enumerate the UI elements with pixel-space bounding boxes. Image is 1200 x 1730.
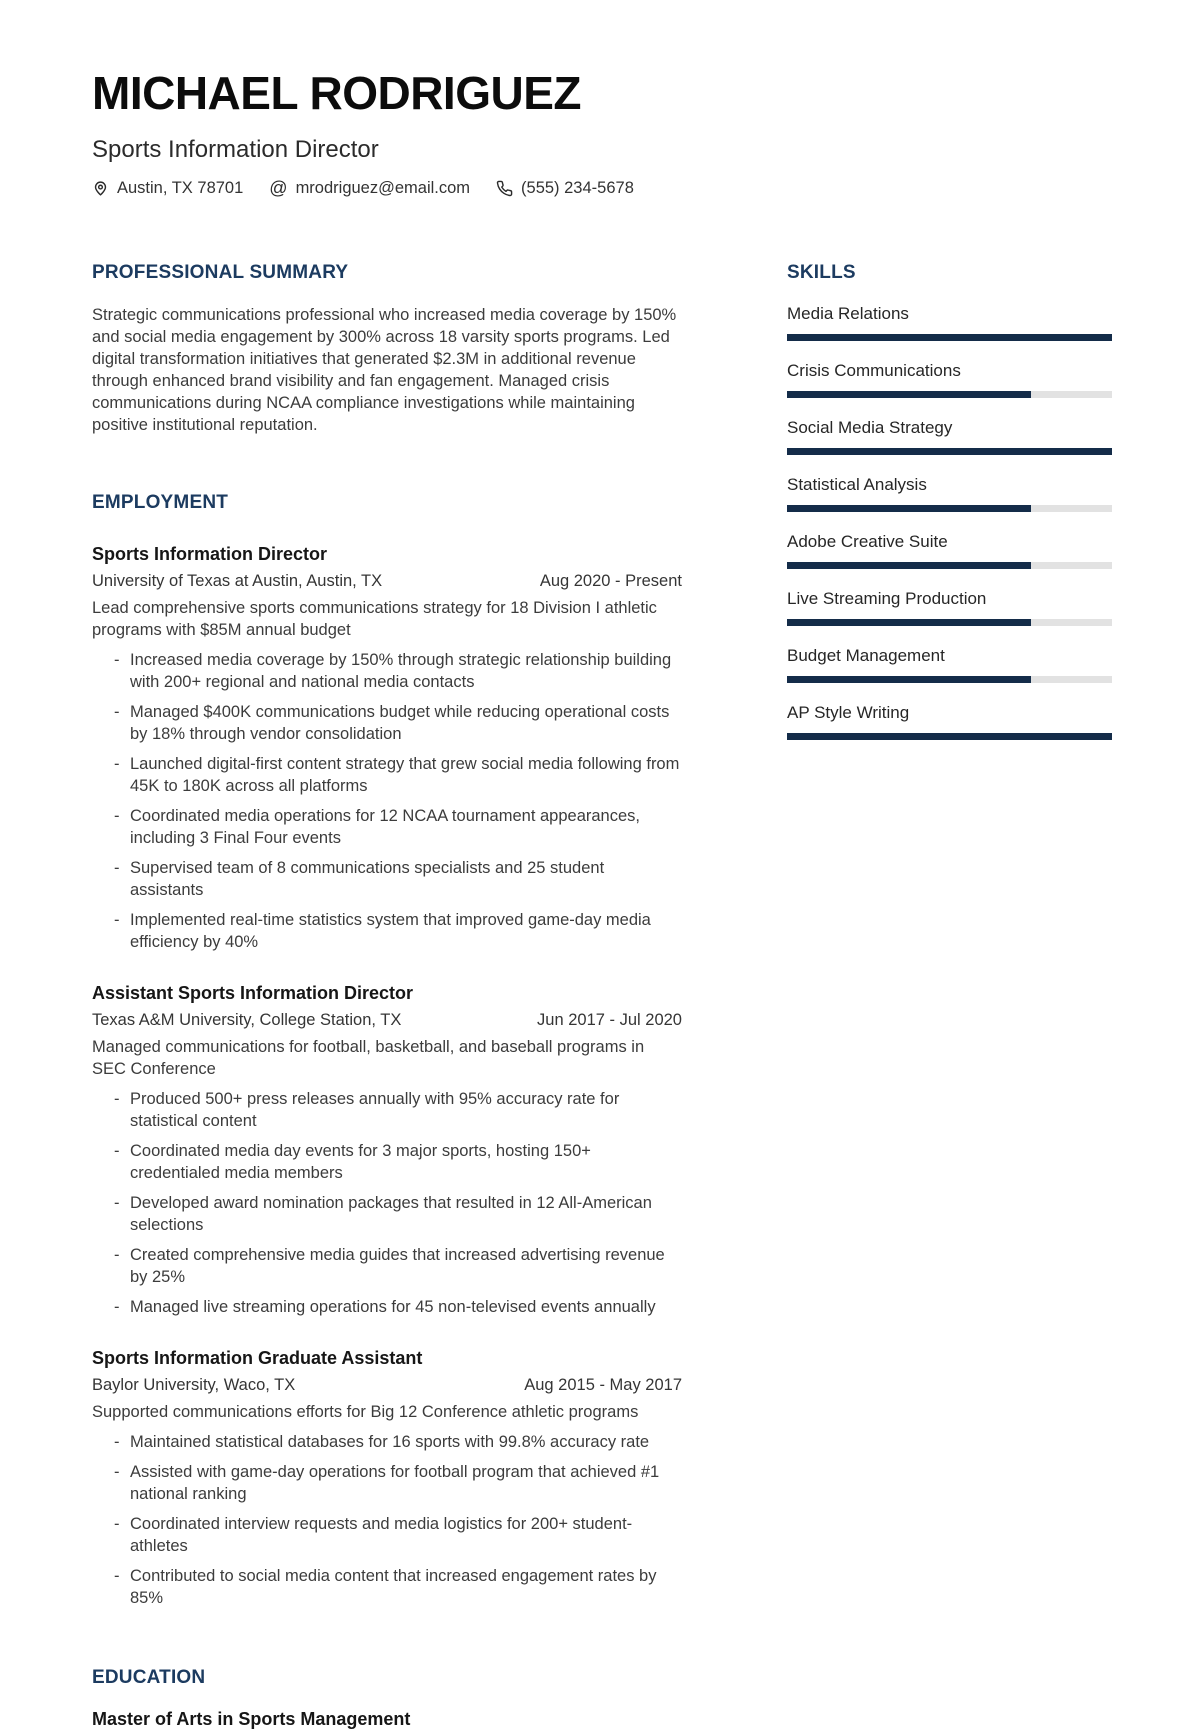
job-bullet-list bbox=[92, 1431, 682, 1609]
job-description: Managed communications for football, basketball, and baseball programs in SEC Conference bbox=[92, 1037, 645, 1078]
main-column bbox=[92, 262, 682, 1730]
bullet-text: Maintained statistical databases for 16 sports with 99.8% accuracy rate bbox=[130, 1432, 650, 1451]
bullet-dash: - bbox=[114, 1297, 120, 1316]
summary-section bbox=[92, 262, 682, 436]
contact-location-text: Austin, TX 78701 bbox=[117, 178, 244, 197]
bullet-dash: - bbox=[114, 650, 120, 669]
bullet-dash: - bbox=[114, 1566, 120, 1585]
contact-email-text: mrodriguez@email.com bbox=[295, 178, 471, 197]
skill-bar-fill bbox=[787, 334, 1112, 341]
job-entry bbox=[92, 544, 682, 953]
job-description: Lead comprehensive sports communications strategy for 18 Division I athletic programs with $85M annual budget bbox=[92, 598, 657, 639]
bullet-text: Managed live streaming operations for 45 non-televised events annually bbox=[130, 1297, 656, 1316]
bullet-dash: - bbox=[114, 1089, 120, 1108]
skill-bar-track bbox=[787, 562, 1112, 569]
skill-label: Statistical Analysis bbox=[787, 474, 927, 494]
skill-bar-track bbox=[787, 505, 1112, 512]
skill-label: Budget Management bbox=[787, 645, 945, 665]
job-bullet bbox=[92, 649, 682, 693]
skill-bar-track bbox=[787, 733, 1112, 740]
skill-bar-fill bbox=[787, 733, 1112, 740]
skill-label: Live Streaming Production bbox=[787, 588, 987, 608]
bullet-text: Implemented real-time statistics system that improved game-day media efficiency by 40% bbox=[130, 910, 651, 951]
skill-item bbox=[787, 646, 1112, 683]
skill-bar-track bbox=[787, 391, 1112, 398]
job-bullet bbox=[92, 909, 682, 953]
skill-label: Media Relations bbox=[787, 303, 909, 323]
job-bullet bbox=[92, 1461, 682, 1505]
education-section bbox=[92, 1667, 682, 1730]
job-bullet bbox=[92, 1296, 682, 1318]
job-entry bbox=[92, 1348, 682, 1609]
job-meta-row bbox=[92, 572, 682, 591]
summary-text: Strategic communications professional who increased media coverage by 150% and social media engagement by 300% across 18 varsity sports programs. Led digital transformation initiatives that generated $2.3M in additional revenue through enhanced brand visibility and fan engagement. Managed crisis communications during NCAA compliance investigations while maintaining positive institutional reputation. bbox=[92, 305, 677, 434]
bullet-text: Assisted with game-day operations for football program that achieved #1 national ranking bbox=[130, 1462, 660, 1503]
bullet-text: Contributed to social media content that increased engagement rates by 85% bbox=[130, 1566, 657, 1607]
skill-bar-fill bbox=[787, 676, 1031, 683]
phone-icon bbox=[496, 180, 513, 197]
job-bullet bbox=[92, 857, 682, 901]
skill-bar-track bbox=[787, 448, 1112, 455]
skill-item bbox=[787, 361, 1112, 398]
job-description: Supported communications efforts for Big 12 Conference athletic programs bbox=[92, 1402, 639, 1421]
job-bullet bbox=[92, 805, 682, 849]
skill-bar-track bbox=[787, 676, 1112, 683]
bullet-text: Coordinated interview requests and media logistics for 200+ student-athletes bbox=[130, 1514, 633, 1555]
contact-phone-text: (555) 234-5678 bbox=[521, 178, 634, 197]
job-bullet bbox=[92, 1513, 682, 1557]
job-bullet bbox=[92, 1565, 682, 1609]
skill-label: Adobe Creative Suite bbox=[787, 531, 948, 551]
bullet-text: Produced 500+ press releases annually with 95% accuracy rate for statistical content bbox=[130, 1089, 620, 1130]
bullet-text: Developed award nomination packages that resulted in 12 All-American selections bbox=[130, 1193, 652, 1234]
bullet-dash: - bbox=[114, 1141, 120, 1160]
employment-section bbox=[92, 492, 682, 1609]
job-meta-row bbox=[92, 1376, 682, 1395]
bullet-text: Created comprehensive media guides that increased advertising revenue by 25% bbox=[130, 1245, 665, 1286]
contact-email bbox=[269, 179, 470, 198]
job-bullet bbox=[92, 701, 682, 745]
skill-item bbox=[787, 304, 1112, 341]
skill-label: AP Style Writing bbox=[787, 702, 910, 722]
job-dates: Aug 2020 - Present bbox=[539, 571, 682, 590]
bullet-text: Supervised team of 8 communications specialists and 25 student assistants bbox=[130, 858, 605, 899]
location-pin-icon bbox=[92, 179, 109, 198]
skill-item bbox=[787, 475, 1112, 512]
bullet-text: Increased media coverage by 150% through strategic relationship building with 200+ regional and national media contacts bbox=[130, 650, 672, 691]
job-bullet bbox=[92, 1192, 682, 1236]
bullet-dash: - bbox=[114, 1462, 120, 1481]
bullet-dash: - bbox=[114, 1432, 120, 1451]
bullet-dash: - bbox=[114, 806, 120, 825]
job-company: University of Texas at Austin, Austin, TX bbox=[92, 571, 383, 590]
contact-phone bbox=[496, 179, 634, 198]
bullet-text: Managed $400K communications budget while reducing operational costs by 18% through vendor consolidation bbox=[130, 702, 670, 743]
job-entry bbox=[92, 983, 682, 1318]
job-bullet bbox=[92, 1140, 682, 1184]
skill-item bbox=[787, 418, 1112, 455]
at-sign-icon: @ bbox=[269, 178, 288, 199]
bullet-dash: - bbox=[114, 1193, 120, 1212]
job-meta-row bbox=[92, 1011, 682, 1030]
skill-item bbox=[787, 532, 1112, 569]
skill-bar-fill bbox=[787, 448, 1112, 455]
job-dates: Jun 2017 - Jul 2020 bbox=[537, 1010, 682, 1029]
job-bullet bbox=[92, 1431, 682, 1453]
bullet-text: Coordinated media day events for 3 major sports, hosting 150+ credentialed media members bbox=[130, 1141, 591, 1182]
job-title: Assistant Sports Information Director bbox=[92, 982, 414, 1003]
skill-bar-fill bbox=[787, 505, 1031, 512]
skills-heading: SKILLS bbox=[787, 261, 856, 283]
bullet-text: Coordinated media operations for 12 NCAA tournament appearances, including 3 Final Four events bbox=[130, 806, 640, 847]
candidate-name: MICHAEL RODRIGUEZ bbox=[92, 67, 581, 119]
employment-heading: EMPLOYMENT bbox=[92, 491, 229, 513]
bullet-text: Launched digital-first content strategy that grew social media following from 45K to 180K across all platforms bbox=[130, 754, 680, 795]
bullet-dash: - bbox=[114, 910, 120, 929]
job-title: Sports Information Director bbox=[92, 543, 328, 564]
education-degree: Master of Arts in Sports Management bbox=[92, 1708, 411, 1729]
skills-sidebar bbox=[787, 262, 1112, 1730]
skill-bar-track bbox=[787, 334, 1112, 341]
job-bullet-list bbox=[92, 649, 682, 953]
contact-row bbox=[92, 179, 1112, 198]
resume-header bbox=[92, 68, 1112, 198]
content-columns bbox=[92, 262, 1112, 1730]
skill-label: Social Media Strategy bbox=[787, 417, 953, 437]
bullet-dash: - bbox=[114, 1245, 120, 1264]
skill-bar-track bbox=[787, 619, 1112, 626]
job-company: Baylor University, Waco, TX bbox=[92, 1375, 296, 1394]
bullet-dash: - bbox=[114, 1514, 120, 1533]
skill-bar-fill bbox=[787, 562, 1031, 569]
job-dates: Aug 2015 - May 2017 bbox=[524, 1375, 682, 1394]
candidate-title: Sports Information Director bbox=[92, 135, 379, 163]
education-heading: EDUCATION bbox=[92, 1666, 206, 1688]
skill-item bbox=[787, 703, 1112, 740]
job-bullet bbox=[92, 1088, 682, 1132]
job-bullet bbox=[92, 1244, 682, 1288]
skill-item bbox=[787, 589, 1112, 626]
bullet-dash: - bbox=[114, 702, 120, 721]
skill-label: Crisis Communications bbox=[787, 360, 961, 380]
job-bullet bbox=[92, 753, 682, 797]
skill-bar-fill bbox=[787, 391, 1031, 398]
skill-bar-fill bbox=[787, 619, 1031, 626]
contact-location bbox=[92, 179, 243, 198]
job-company: Texas A&M University, College Station, TX bbox=[92, 1010, 402, 1029]
bullet-dash: - bbox=[114, 754, 120, 773]
job-bullet-list bbox=[92, 1088, 682, 1318]
bullet-dash: - bbox=[114, 858, 120, 877]
summary-heading: PROFESSIONAL SUMMARY bbox=[92, 261, 349, 283]
job-title: Sports Information Graduate Assistant bbox=[92, 1347, 423, 1368]
